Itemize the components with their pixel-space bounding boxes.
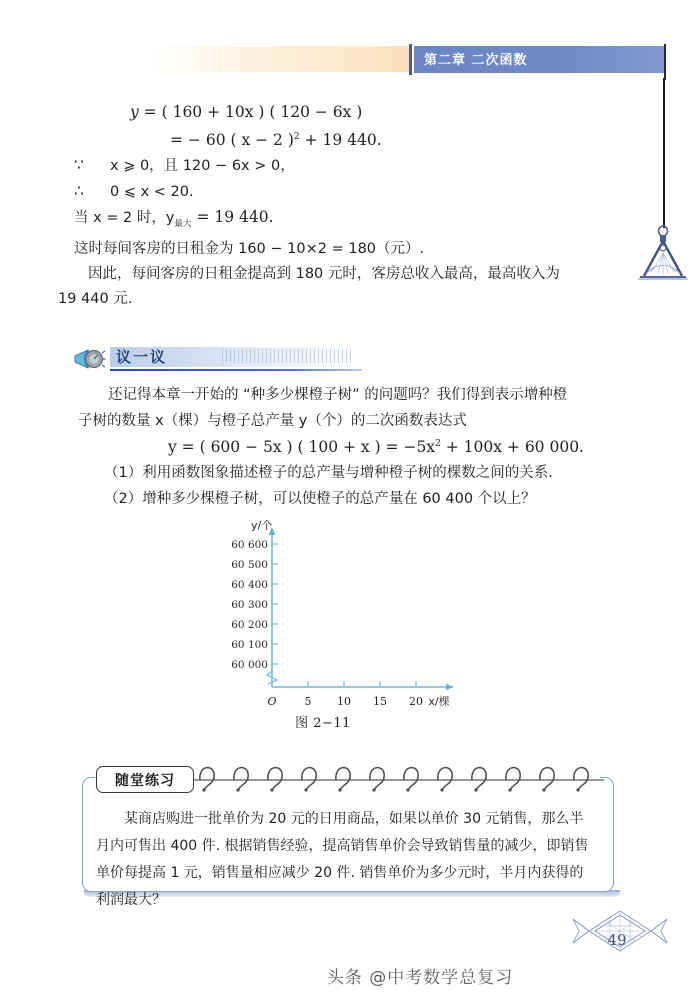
orange-formula-rhs: + 100x + 60 000. — [445, 438, 584, 457]
equation-line-6: 这时每间客房的日租金为 160 − 10×2 = 180（元）. — [74, 241, 425, 258]
y-tick-label-60500: 60 500 — [231, 559, 268, 571]
y-tick-label-60300: 60 300 — [231, 599, 268, 611]
header-decorative-band — [150, 46, 412, 72]
discuss-paragraph-line-2: 子树的数量 x（棵）与橙子总产量 y（个）的二次函数表达式 — [78, 413, 467, 429]
header-vertical-line — [663, 78, 665, 228]
y-tick-label-60600: 60 600 — [231, 539, 268, 551]
equation-line-3 — [0, 153, 620, 179]
y-tick-label-60200: 60 200 — [231, 619, 268, 631]
function-graph — [215, 515, 485, 715]
discuss-band-stripes — [222, 349, 352, 363]
spiral-binding — [192, 760, 604, 796]
equation-2-body: = − 60 ( x − 2 ) — [170, 131, 294, 150]
watermark-text: 头条 @中考数学总复习 — [326, 968, 514, 988]
orange-formula-exponent: 2 — [435, 439, 441, 449]
figure-caption-text: 图 2−11 — [295, 716, 351, 731]
y-tick-label-60400: 60 400 — [231, 579, 268, 591]
x-tick-label-10: 10 — [337, 695, 351, 708]
chapter-title: 第二章 二次函数 — [424, 53, 528, 68]
megaphone-icon — [72, 346, 106, 372]
solution-block — [0, 100, 620, 312]
equation-line-4 — [0, 179, 620, 205]
header-left-tick — [409, 44, 412, 75]
discuss-underline — [110, 369, 362, 371]
x-tick-label-5: 5 — [304, 695, 312, 708]
x-tick-label-20: 20 — [409, 695, 423, 708]
discuss-item-2: （2）增种多少棵橙子树，可以使橙子的总产量在 60 400 个以上？ — [104, 491, 536, 507]
origin-label: O — [267, 695, 277, 708]
y-axis-label: y/个 — [251, 519, 273, 532]
exercise-label: 随堂练习 — [96, 766, 194, 793]
equation-2-tail: + 19 440. — [304, 131, 382, 150]
y-tick-label-60000: 60 000 — [231, 659, 268, 671]
because-symbol: ∵ — [74, 156, 84, 175]
figure-caption — [0, 712, 700, 731]
conclusion-line-2: 19 440 元. — [58, 291, 133, 308]
max-subscript: 最大 — [174, 219, 192, 230]
header-right-rule — [664, 44, 666, 80]
orange-formula-lhs: y = ( 600 − 5x ) ( 100 + x ) = −5x — [168, 438, 436, 457]
max-value-result: = 19 440. — [196, 208, 274, 227]
domain-result: 0 ⩽ x < 20. — [110, 184, 194, 201]
equation-1-lhs: y = — [130, 103, 157, 121]
equation-1-rhs: ( 160 + 10x ) ( 120 − 6x ) — [161, 103, 363, 121]
inequality-condition: x ⩾ 0，且 120 − 6x > 0， — [110, 158, 295, 175]
discuss-label: 议一议 — [116, 348, 168, 366]
exercise-text: 某商店购进一批单价为 20 元的日用商品，如果以单价 30 元销售，那么半月内可售出 400 件. 根据销售经验，提高销售单价会导致销售量的减少，即销售单价每提高 1 元，销售量相应减少 20 件. 销售单价为多少元时，半月内获得的利润最大？ — [96, 811, 589, 908]
conclusion-line-1: 因此，每间客房的日租金提高到 180 元时，客房总收入最高，最高收入为 — [88, 266, 560, 283]
equation-line-1 — [0, 100, 620, 125]
x-axis-arrow — [446, 684, 453, 691]
discuss-banner — [72, 344, 372, 376]
equation-line-5 — [0, 205, 620, 237]
equation-line-2 — [0, 125, 620, 153]
max-value-prefix: 当 x = 2 时，y — [74, 210, 175, 227]
watermark — [0, 963, 700, 988]
discuss-item-1: （1）利用函数图象描述橙子的总产量与增种橙子树的棵数之间的关系. — [104, 465, 553, 481]
x-tick-label-15: 15 — [373, 695, 387, 708]
page-number: 49 — [607, 931, 627, 949]
discuss-paragraph-line-1: 还记得本章一开始的 “种多少棵橙子树” 的问题吗？我们得到表示增种橙 — [108, 387, 568, 403]
compass-divider-icon — [630, 222, 696, 284]
orange-tree-formula — [168, 432, 584, 460]
therefore-symbol: ∴ — [74, 182, 84, 201]
y-tick-label-60100: 60 100 — [231, 639, 268, 651]
x-axis-label: x/棵 — [428, 695, 450, 708]
equation-2-exponent: 2 — [293, 132, 300, 142]
